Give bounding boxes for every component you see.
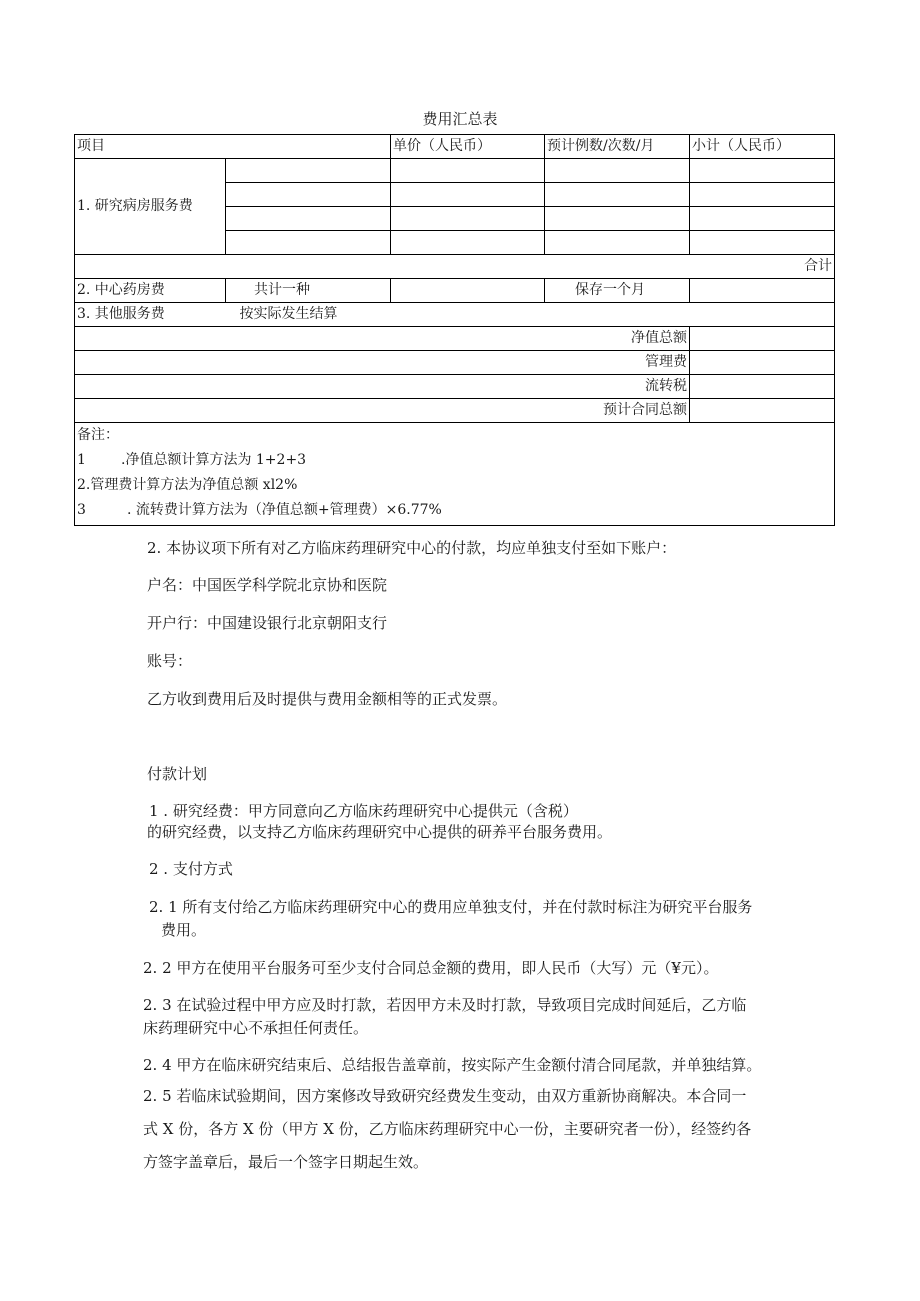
invoice-note: 乙方收到费用后及时提供与费用金额相等的正式发票。 xyxy=(147,690,508,708)
management-fee-label: 管理费 xyxy=(75,351,690,375)
payment-item-2-title: 2 . 支付方式 xyxy=(149,860,233,878)
notes-row xyxy=(75,423,835,526)
net-total-label: 净值总额 xyxy=(75,327,690,351)
table-cell xyxy=(226,183,391,207)
clause-2-2: 2. 2 甲方在使用平台服务可至少支付合同总金额的费用，即人民币（大写）元（¥元）。 xyxy=(143,959,719,977)
table-cell xyxy=(391,183,545,207)
notes-cell xyxy=(75,423,835,526)
account-name: 户名：中国医学科学院北京协和医院 xyxy=(147,576,388,594)
clause-2-1: 2. 1 所有支付给乙方临床药理研究中心的费用应单独支付，并在付款时标注为研究平台服务 xyxy=(149,898,753,916)
table-cell xyxy=(545,183,690,207)
table-cell xyxy=(690,399,835,423)
contract-total-label: 预计合同总额 xyxy=(75,399,690,423)
header-unit-price: 单价（人民币） xyxy=(391,135,545,159)
note-text: 管理费计算方法为净值总额 xl2% xyxy=(90,477,298,493)
clause-2-4: 2. 4 甲方在临床研究结束后、总结报告盖章前，按实际产生金额付清合同尾款，并单独结算。 xyxy=(143,1056,762,1074)
summary-row xyxy=(75,375,835,399)
notes-title: 备注： xyxy=(77,427,119,443)
account-intro: 2. 本协议项下所有对乙方临床药理研究中心的付款，均应单独支付至如下账户： xyxy=(147,539,677,557)
note-text: .净值总额计算方法为 1+2+3 xyxy=(121,452,307,468)
summary-row xyxy=(75,351,835,375)
pharmacy-row xyxy=(75,279,835,303)
pharmacy-storage: 保存一个月 xyxy=(545,279,690,303)
note-item xyxy=(77,473,832,498)
account-number: 账号： xyxy=(147,652,193,670)
table-cell xyxy=(690,327,835,351)
pharmacy-desc: 共计一种 xyxy=(226,279,391,303)
table-cell xyxy=(690,375,835,399)
table-cell xyxy=(391,159,545,183)
table-title: 费用汇总表 xyxy=(422,110,498,128)
clause-2-3-cont: 床药理研究中心不承担任何责任。 xyxy=(143,1019,369,1037)
clause-2-1-cont: 费用。 xyxy=(161,921,207,939)
payment-item-1-cont: 的研究经费，以支持乙方临床药理研究中心提供的研养平台服务费用。 xyxy=(147,823,613,841)
note-item xyxy=(77,448,832,473)
table-cell xyxy=(545,207,690,231)
account-bank: 开户行：中国建设银行北京朝阳支行 xyxy=(147,614,388,632)
summary-row xyxy=(75,327,835,351)
note-number: 3 xyxy=(77,502,86,518)
payment-plan-title: 付款计划 xyxy=(147,765,208,783)
table-cell xyxy=(690,279,835,303)
pharmacy-label: 2. 中心药房费 xyxy=(75,279,226,303)
note-number: 2. xyxy=(77,477,91,493)
row-ward-service-label: 1. 研究病房服务费 xyxy=(75,159,226,255)
turnover-tax-label: 流转税 xyxy=(75,375,690,399)
table-cell xyxy=(690,159,835,183)
table-cell xyxy=(545,231,690,255)
other-service-row xyxy=(75,303,835,327)
table-cell xyxy=(391,231,545,255)
note-text: . 流转费计算方法为（净值总额+管理费）×6.77% xyxy=(127,502,442,518)
note-number: 1 xyxy=(77,452,86,468)
summary-row xyxy=(75,399,835,423)
table-cell xyxy=(690,351,835,375)
fee-summary-table xyxy=(74,134,835,526)
other-service-label: 3. 其他服务费 xyxy=(75,303,226,327)
clause-2-5-end: 方签字盖章后，最后一个签字日期起生效。 xyxy=(143,1153,429,1171)
clause-2-5-cont: 式 X 份，各方 X 份（甲方 X 份，乙方临床药理研究中心一份，主要研究者一份），经签约各 xyxy=(143,1120,752,1138)
table-cell xyxy=(226,207,391,231)
table-cell xyxy=(226,159,391,183)
header-subtotal: 小计（人民币） xyxy=(690,135,835,159)
clause-2-5: 2. 5 若临床试验期间，因方案修改导致研究经费发生变动，由双方重新协商解决。本合同一 xyxy=(143,1087,747,1105)
table-cell xyxy=(690,183,835,207)
subtotal-label: 合计 xyxy=(75,255,835,279)
header-item: 项目 xyxy=(75,135,391,159)
table-cell xyxy=(226,231,391,255)
table-cell xyxy=(391,279,545,303)
table-cell xyxy=(690,231,835,255)
payment-item-1: 1 . 研究经费：甲方同意向乙方临床药理研究中心提供元（含税） xyxy=(149,802,578,820)
clause-2-3: 2. 3 在试验过程中甲方应及时打款，若因甲方未及时打款，导致项目完成时间延后，乙方临 xyxy=(143,996,747,1014)
other-service-desc: 按实际发生结算 xyxy=(226,303,835,327)
table-cell xyxy=(391,207,545,231)
header-count: 预计例数/次数/月 xyxy=(545,135,690,159)
table-row xyxy=(75,159,835,183)
table-header-row xyxy=(75,135,835,159)
table-cell xyxy=(690,207,835,231)
subtotal-row xyxy=(75,255,835,279)
table-cell xyxy=(545,159,690,183)
note-item xyxy=(77,498,832,523)
